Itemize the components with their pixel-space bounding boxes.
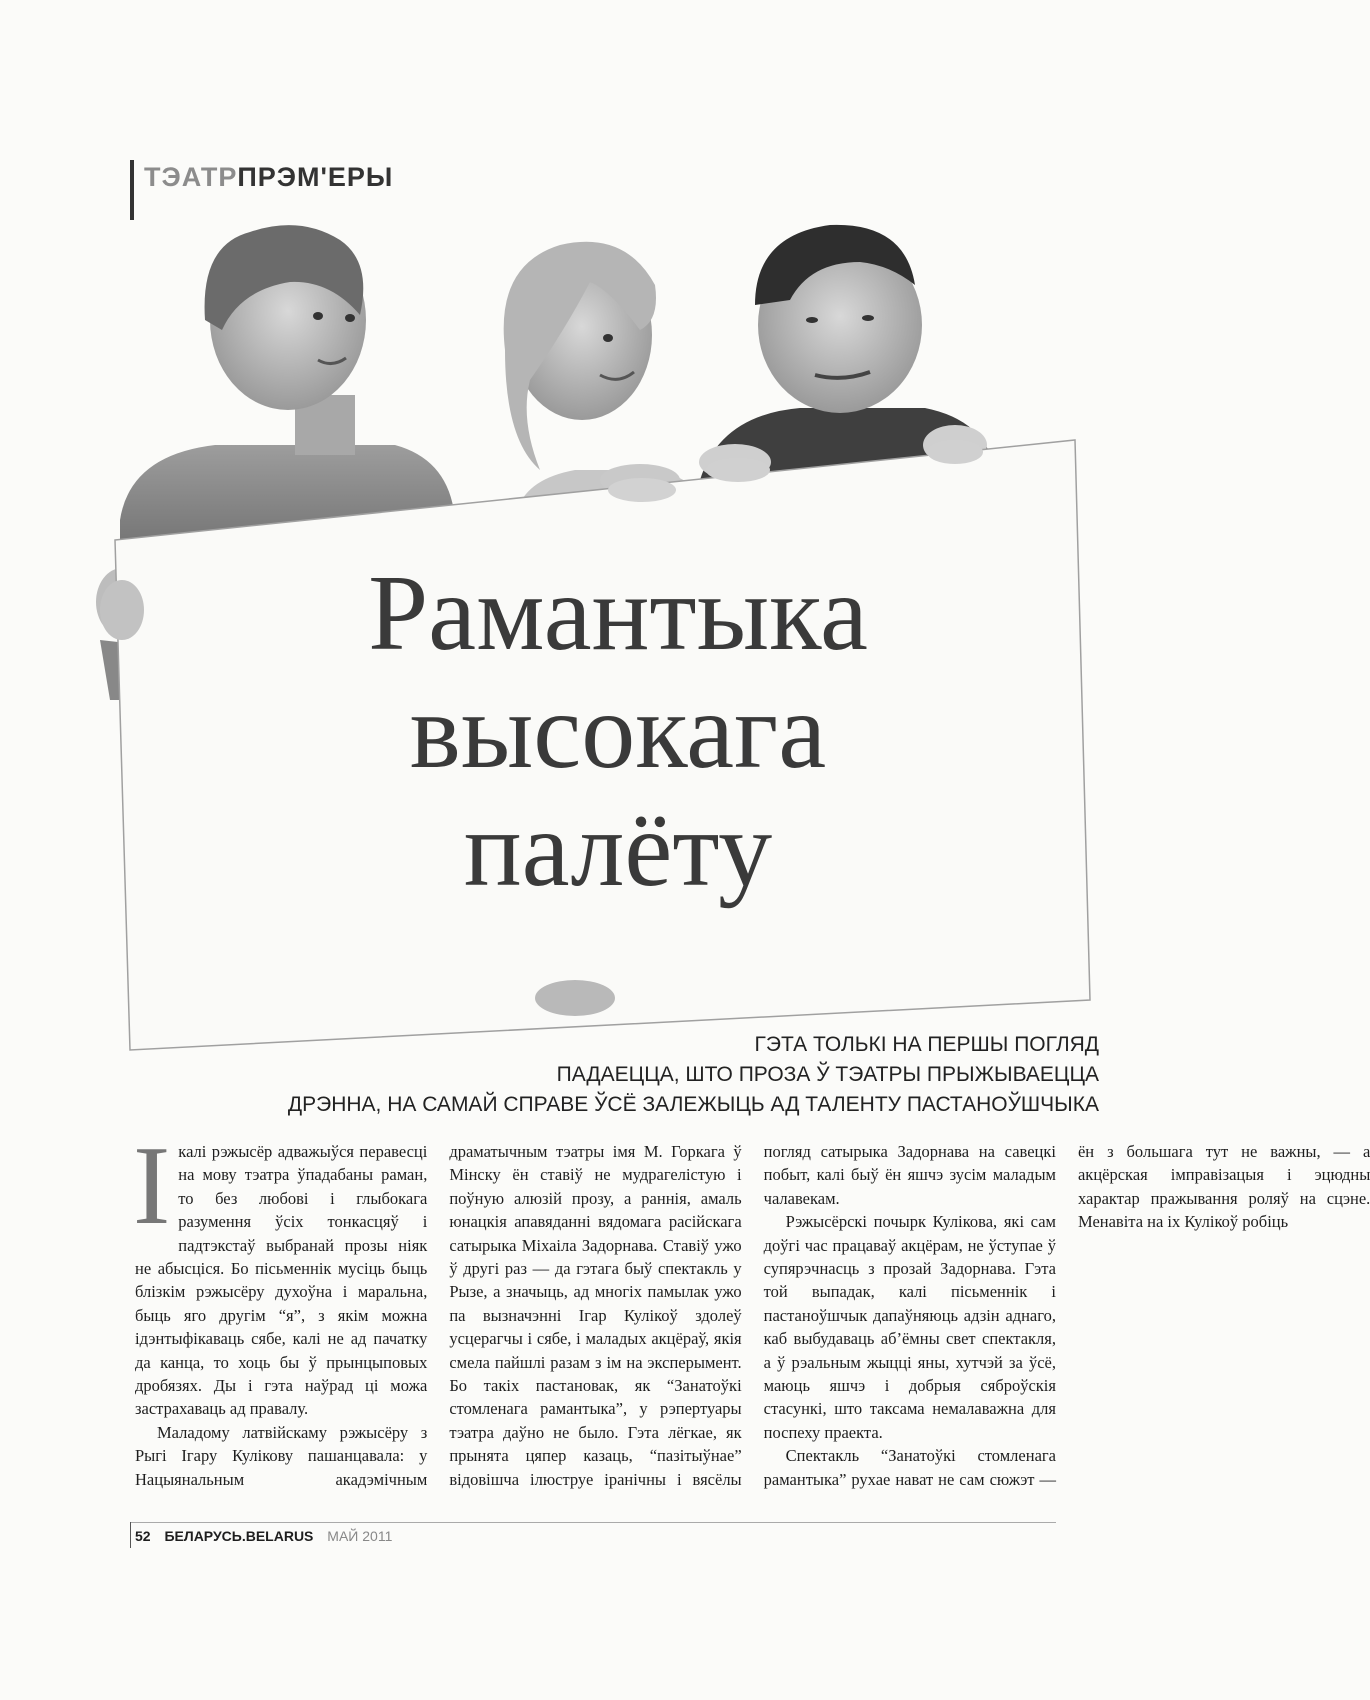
footer-rule — [130, 1522, 1056, 1523]
lead-line-3: ДРЭННА, НА САМАЙ СПРАВЕ ЎСЁ ЗАЛЕЖЫЦЬ АД ТАЛЕНТУ ПАСТАНОЎШЧЫКА — [287, 1093, 1099, 1116]
page-number: 52 — [135, 1528, 151, 1544]
footer-mark — [130, 1522, 131, 1548]
title-line-1: Рамантыка — [368, 554, 868, 673]
lead-line-1: ГЭТА ТОЛЬКІ НА ПЕРШЫ ПОГЛЯД — [754, 1033, 1099, 1056]
rubric-part-theatre: ТЭАТР — [144, 162, 238, 192]
magazine-name: БЕЛАРУСЬ.BELARUS — [164, 1528, 314, 1544]
article-title — [268, 555, 968, 909]
title-line-3: палёту — [463, 790, 773, 909]
article-paragraph-4: Спектакль “Занатоўкі стомленага рамантыка” рухае нават не сам сюжэт — ён з большага тут не важны, — а акцёрская імправізацыя і эцюдны характар пражывання роляў на сцэне. Менавіта на іх Кулікоў робіць — [763, 1142, 1370, 1489]
rubric-part-premieres: ПРЭМ'ЕРЫ — [237, 162, 394, 192]
lead-line-2: ПАДАЕЦЦА, ШТО ПРОЗА Ў ТЭАТРЫ ПРЫЖЫВАЕЦЦА — [556, 1063, 1099, 1086]
article-paragraph-1: Ікалі рэжысёр адважыўся перавесці на мову тэатра ўпадабаны раман, то без любові і глыбокага разумення ўсіх тонкасцяў і падтэкстаў выбранай прозы ніяк не абысціся. Бо пісьменнік мусіць быць блізкім рэжысёру духоўна і маральна, быць яго другім “я”, з якім можна ідэнтыфікаваць сябе, калі не ад пачатку да канца, то хоць бы ў прынцыповых дробязях. Ды і гэта наўрад ці можа застрахаваць ад правалу. — [133, 1124, 428, 1419]
article-paragraph-3: Рэжысёрскі почырк Кулікова, які сам доўгі час працаваў акцёрам, не ўступае ў супярэчнасць з прозай Задорнава. Гэта той выпадак, калі пісьменнік і пастаноўшчык дапаўняюць адзін аднаго, каб выбудаваць аб’ёмны свет спектакля, а ў рэальным жыцці яны, хутчэй за ўсё, маюць яшчэ і добрыя сяброўскія стасункі, што таксама немалаважна для поспеху праекта. — [763, 1212, 1056, 1442]
title-line-2: высокага — [409, 672, 827, 791]
article-paragraph-2: Маладому латвійскаму рэжысёру з Рыгі Ігару Кулікову пашанцавала: у Нацыянальным акадэмічным драматычным тэатры імя М. Горкага ў Мінску ён ставіў не мудрагелістую і поўную алюзій прозу, а раннія, амаль юнацкія апавяданні вядомага расійскага сатырыка Міхаіла Задорнава. Ставіў ужо ў другі раз — да гэтага быў спектакль у Рызе, а значыць, ад многіх памылак ужо па вызначэнні Ігар Кулікоў здолеў усцерагчы і сябе, і маладых акцёраў, якія смела пайшлі разам з ім на эксперымент. Бо такіх пастановак, як “Занатоўкі стомленага рамантыка”, у рэпертуары тэатра даўно не было. Гэта лёгкае, як прынята цяпер казаць, “пазітыўнае” відовішча ілюструе іранічны і вясёлы погляд сатырыка Задорнава на савецкі побыт, калі быў ён яшчэ зусім маладым чалавекам. — [135, 1142, 1056, 1489]
dropcap: І — [133, 1124, 171, 1248]
issue-date: МАЙ 2011 — [327, 1528, 393, 1544]
article-body — [133, 1124, 1370, 1500]
page-footer — [135, 1528, 392, 1544]
article-lead — [239, 1030, 1099, 1120]
